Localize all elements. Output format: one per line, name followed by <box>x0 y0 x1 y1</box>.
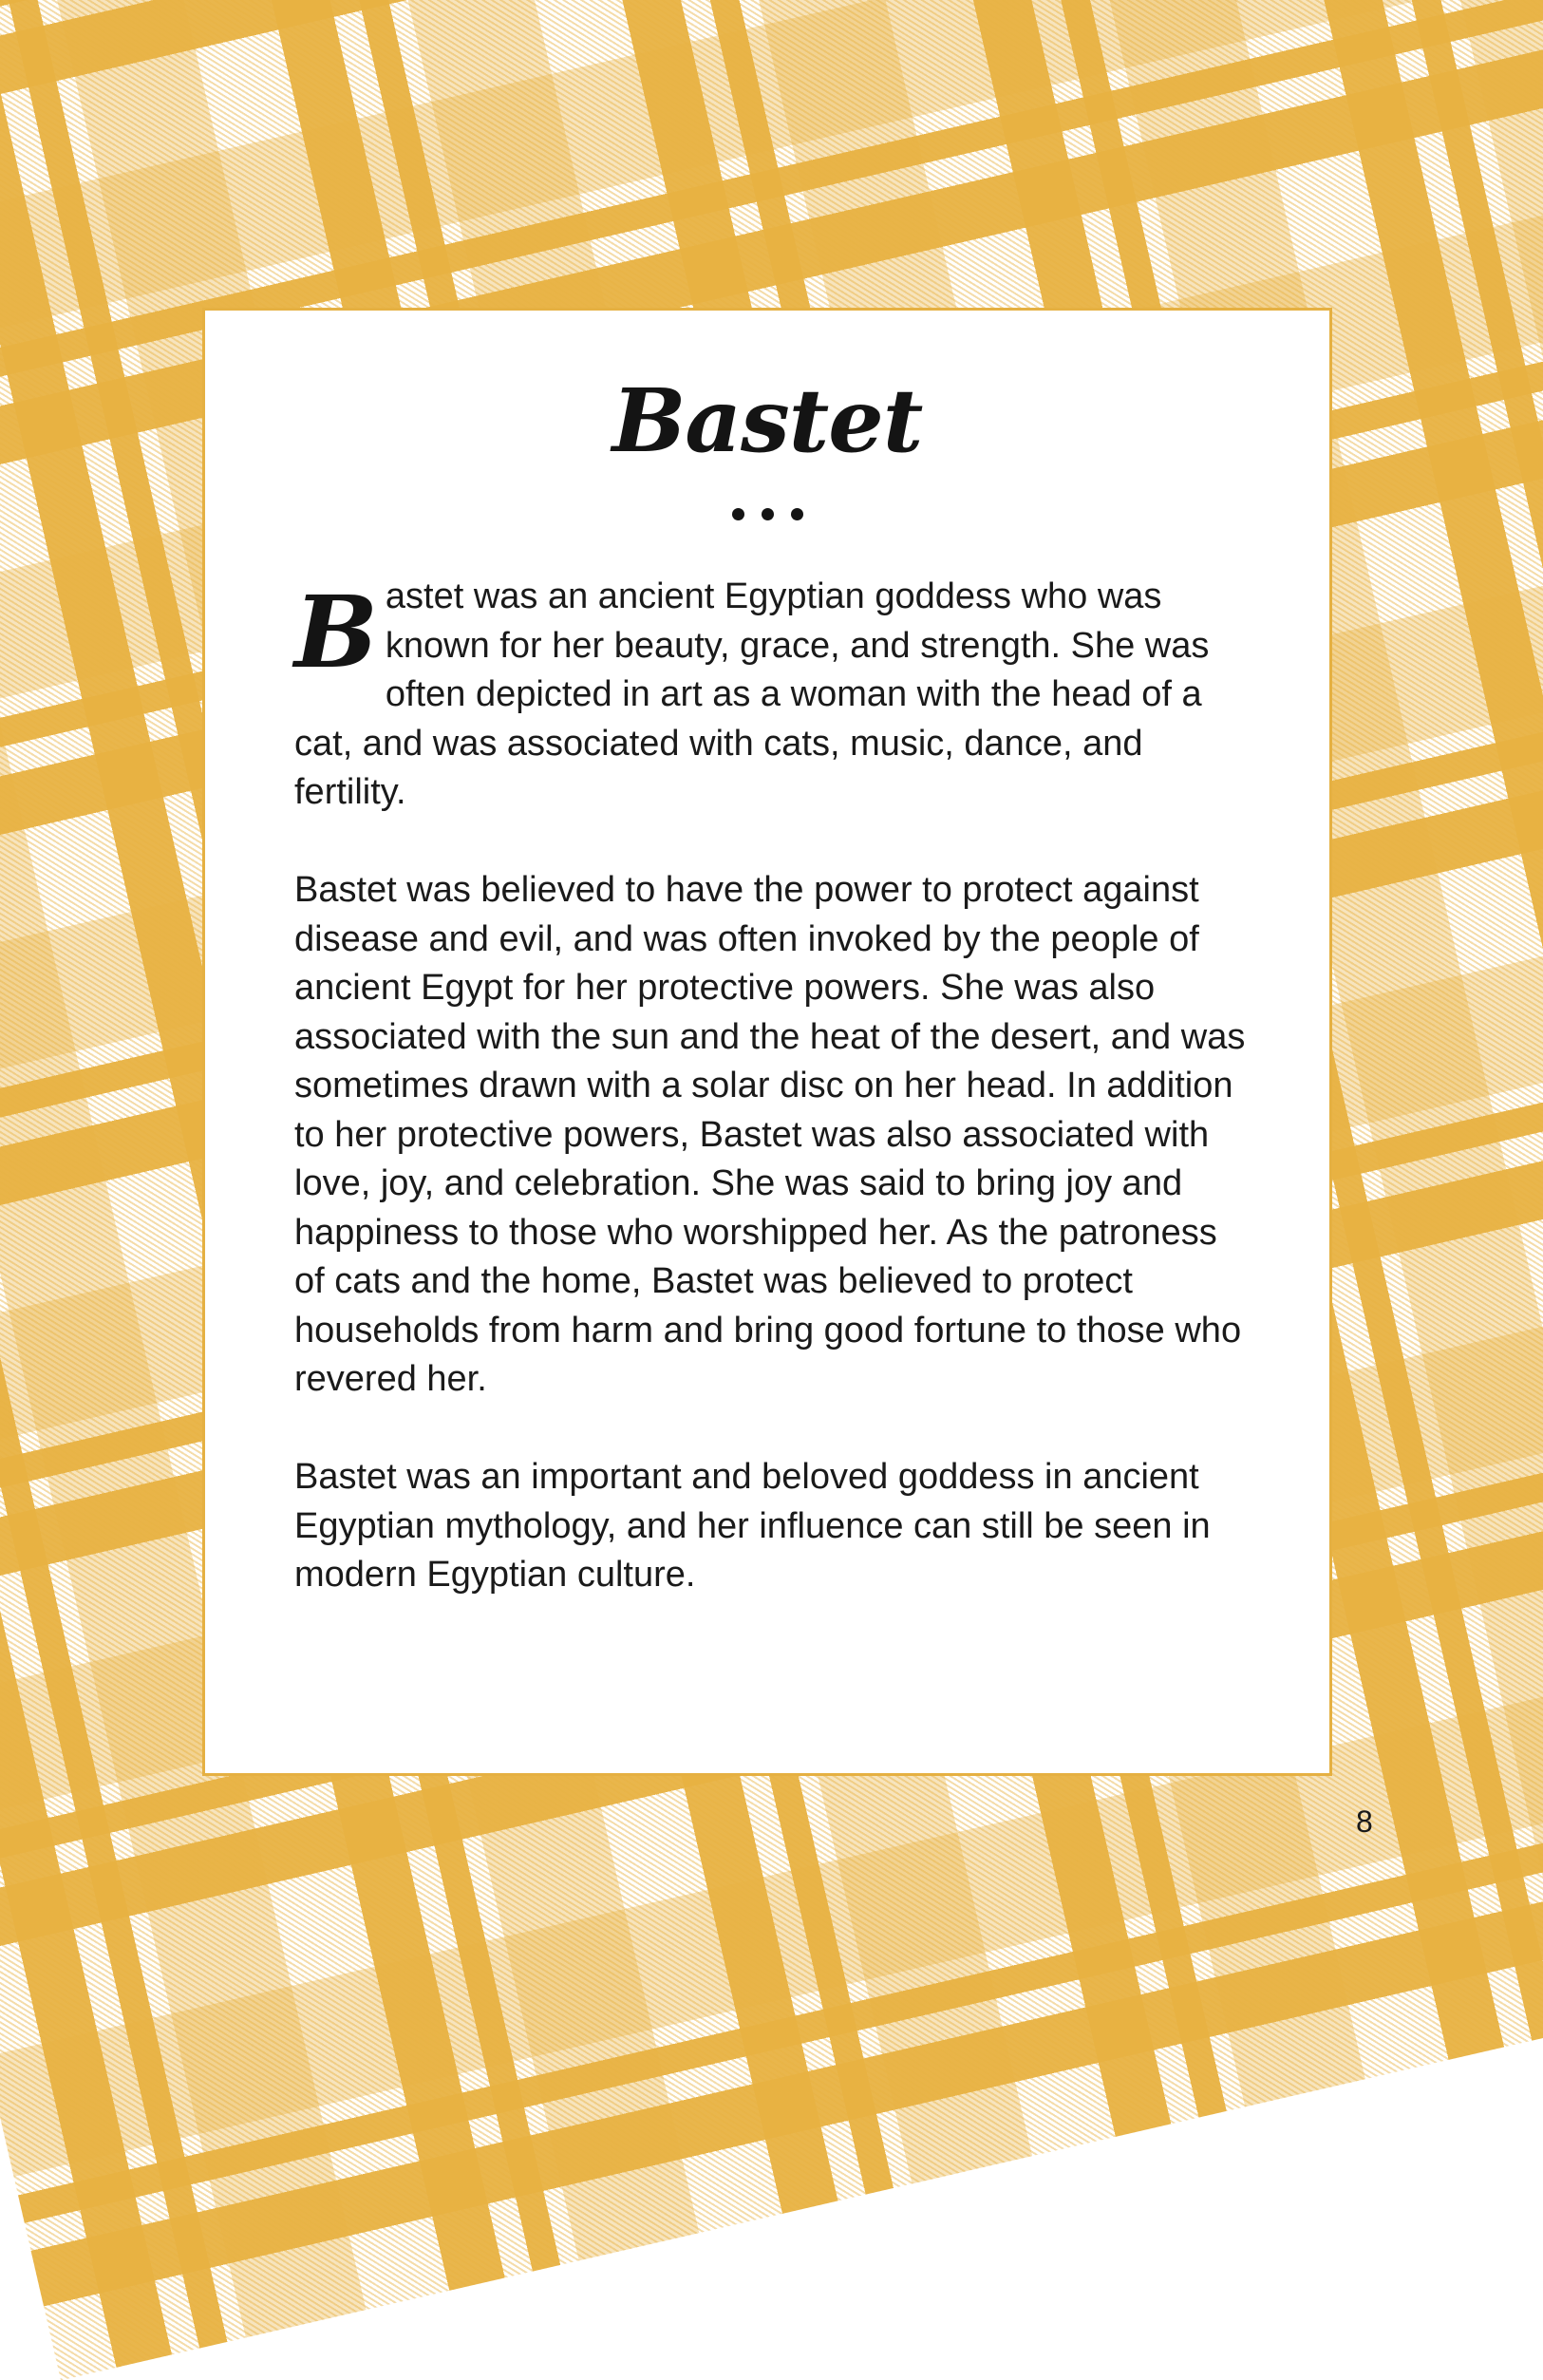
paragraph-1 <box>294 573 1253 818</box>
ellipsis-divider <box>205 508 1329 520</box>
paragraph-2: Bastet was believed to have the power to protect against disease and evil, and was often invoked by the people of ancient Egypt for her protective powers. She was also associated with the sun and the heat of the desert, and was sometimes drawn with a solar disc on her head. In addition to her protective powers, Bastet was also associated with love, joy, and celebration. She was said to bring joy and happiness to those who worshipped her. As the patroness of cats and the home, Bastet was believed to protect households from harm and bring good fortune to those who revered her. <box>294 870 1246 1399</box>
divider-dot-icon <box>762 508 774 520</box>
article-body <box>294 573 1253 1649</box>
page-number: 8 <box>1356 1804 1373 1839</box>
paragraph-3: Bastet was an important and beloved goddess in ancient Egyptian mythology, and her influence can still be seen in modern Egyptian culture. <box>294 1457 1211 1595</box>
content-card <box>202 308 1332 1776</box>
divider-dot-icon <box>732 508 744 520</box>
divider-dot-icon <box>791 508 803 520</box>
page-title: Bastet <box>612 369 923 472</box>
drop-cap: B <box>294 574 378 690</box>
paragraph-1-text: astet was an ancient Egyptian goddess who was known for her beauty, grace, and strength. She was often depicted in art as a woman with the head of a cat, and was associated with cats, music, dance, and fertility. <box>294 576 1210 812</box>
